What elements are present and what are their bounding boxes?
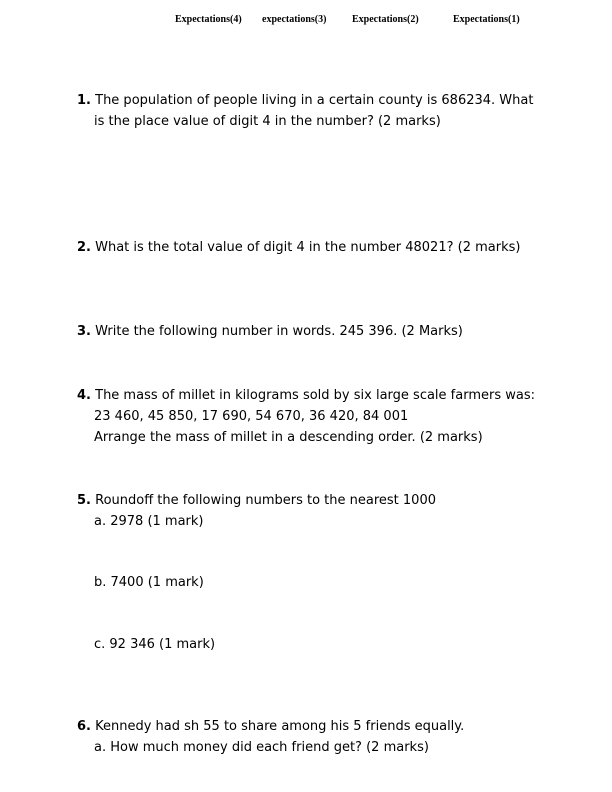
question-5 (77, 490, 557, 532)
question-5-line-1: 5. Roundoff the following numbers to the nearest 1000 (77, 493, 436, 508)
question-1-line-2: is the place value of digit 4 in the number? (2 marks) (94, 114, 441, 129)
question-4-line-3: Arrange the mass of millet in a descending order. (2 marks) (94, 430, 483, 445)
question-2 (77, 237, 557, 258)
question-5-part-c: c. 92 346 (1 mark) (94, 637, 216, 652)
question-2-line-1: 2. What is the total value of digit 4 in the number 48021? (2 marks) (77, 240, 521, 255)
question-5-part-a: a. 2978 (1 mark) (94, 514, 204, 529)
question-number: 2. (77, 240, 91, 255)
expectation-level-4: Expectations(4) (175, 14, 242, 25)
question-6-part-a: a. How much money did each friend get? (2 marks) (94, 740, 429, 755)
question-number: 4. (77, 388, 91, 403)
question-4-line-2: 23 460, 45 850, 17 690, 54 670, 36 420, 84 001 (94, 409, 409, 424)
expectations-header (0, 14, 612, 28)
question-3-line-1: 3. Write the following number in words. 245 396. (2 Marks) (77, 324, 463, 339)
question-6 (77, 716, 557, 758)
question-4 (77, 385, 557, 448)
question-number: 5. (77, 493, 91, 508)
question-1-line-1: 1. The population of people living in a certain county is 686234. What (77, 93, 534, 108)
question-5-part-b-block (77, 572, 557, 593)
question-5-part-c-block (77, 634, 557, 655)
question-4-line-1: 4. The mass of millet in kilograms sold by six large scale farmers was: (77, 388, 535, 403)
expectation-level-2: Expectations(2) (352, 14, 419, 25)
question-number: 3. (77, 324, 91, 339)
question-number: 1. (77, 93, 91, 108)
question-3 (77, 321, 557, 342)
question-1 (77, 90, 557, 132)
expectation-level-3: expectations(3) (262, 14, 327, 25)
question-5-part-b: b. 7400 (1 mark) (94, 575, 204, 590)
question-number: 6. (77, 719, 91, 734)
expectation-level-1: Expectations(1) (453, 14, 520, 25)
question-6-line-1: 6. Kennedy had sh 55 to share among his 5 friends equally. (77, 719, 465, 734)
